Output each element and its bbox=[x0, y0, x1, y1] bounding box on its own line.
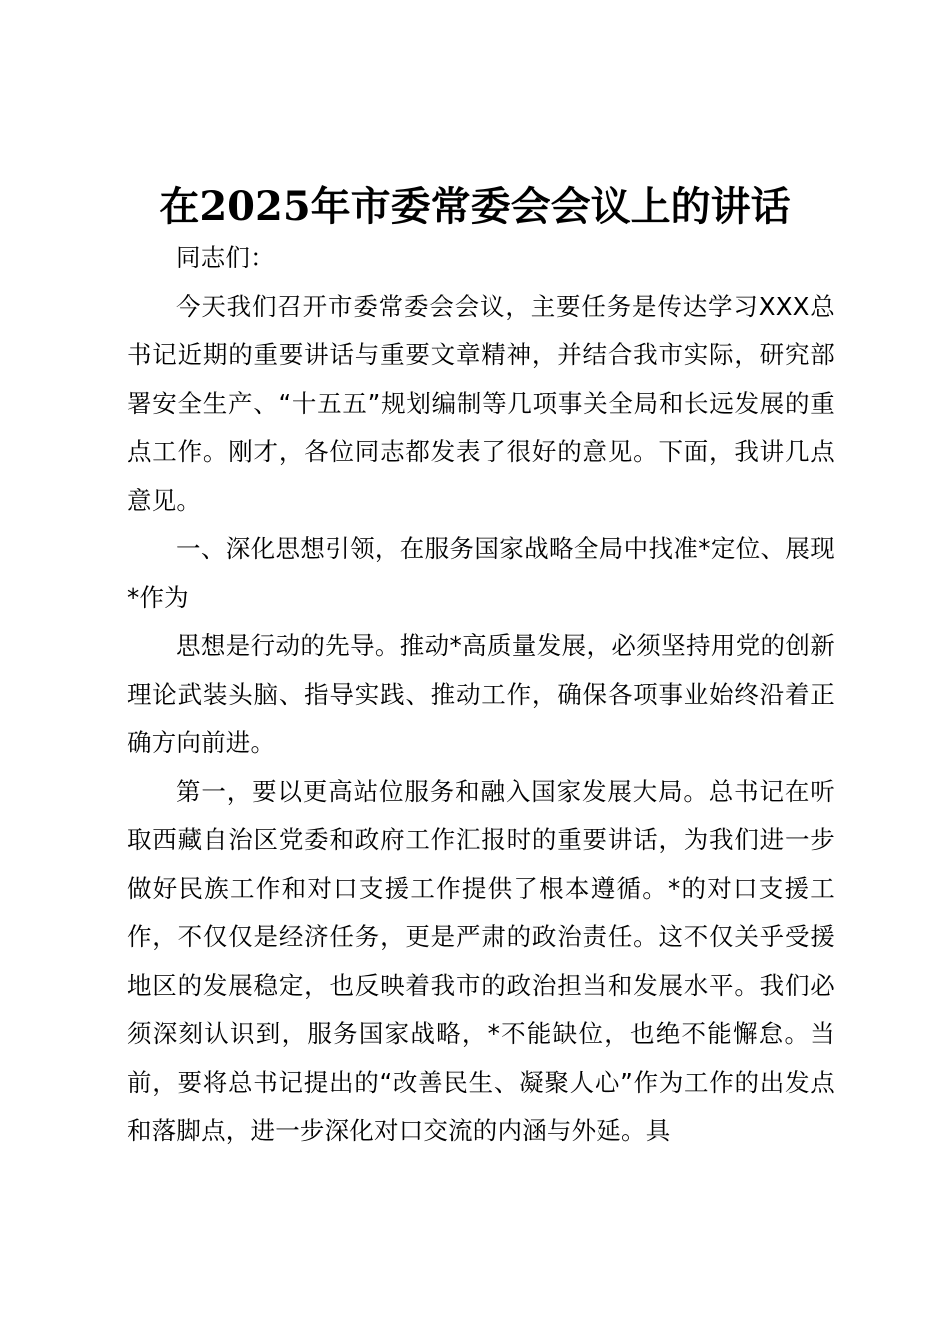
paragraph-first-point: 第一，要以更高站位服务和融入国家发展大局。总书记在听取西藏自治区党委和政府工作汇报时的重要讲话，为我们进一步做好民族工作和对口支援工作提供了根本遵循。*的对口支援工作，不仅仅是经济任务，更是严肃的政治责任。这不仅关乎受援地区的发展稳定，也反映着我市的政治担当和发展水平。我们必须深刻认识到，服务国家战略，*不能缺位，也绝不能懈怠。当前，要将总书记提出的“改善民生、凝聚人心”作为工作的出发点和落脚点，进一步深化对口交流的内涵与外延。具 bbox=[127, 776, 835, 1145]
paragraph-thought-guidance: 思想是行动的先导。推动*高质量发展，必须坚持用党的创新理论武装头脑、指导实践、推动工作，确保各项事业始终沿着正确方向前进。 bbox=[127, 631, 835, 757]
document-title: 在2025年市委常委会会议上的讲话 bbox=[159, 183, 791, 230]
greeting: 同志们： bbox=[176, 243, 275, 272]
section-heading-1: 一、深化思想引领，在服务国家战略全局中找准*定位、展现*作为 bbox=[127, 534, 835, 612]
document-body bbox=[127, 234, 835, 1156]
paragraph-intro: 今天我们召开市委常委会会议，主要任务是传达学习XXX总书记近期的重要讲话与重要文章精神，并结合我市实际，研究部署安全生产、“十五五”规划编制等几项事关全局和长远发展的重点工作。刚才，各位同志都发表了很好的意见。下面，我讲几点意见。 bbox=[127, 291, 835, 515]
